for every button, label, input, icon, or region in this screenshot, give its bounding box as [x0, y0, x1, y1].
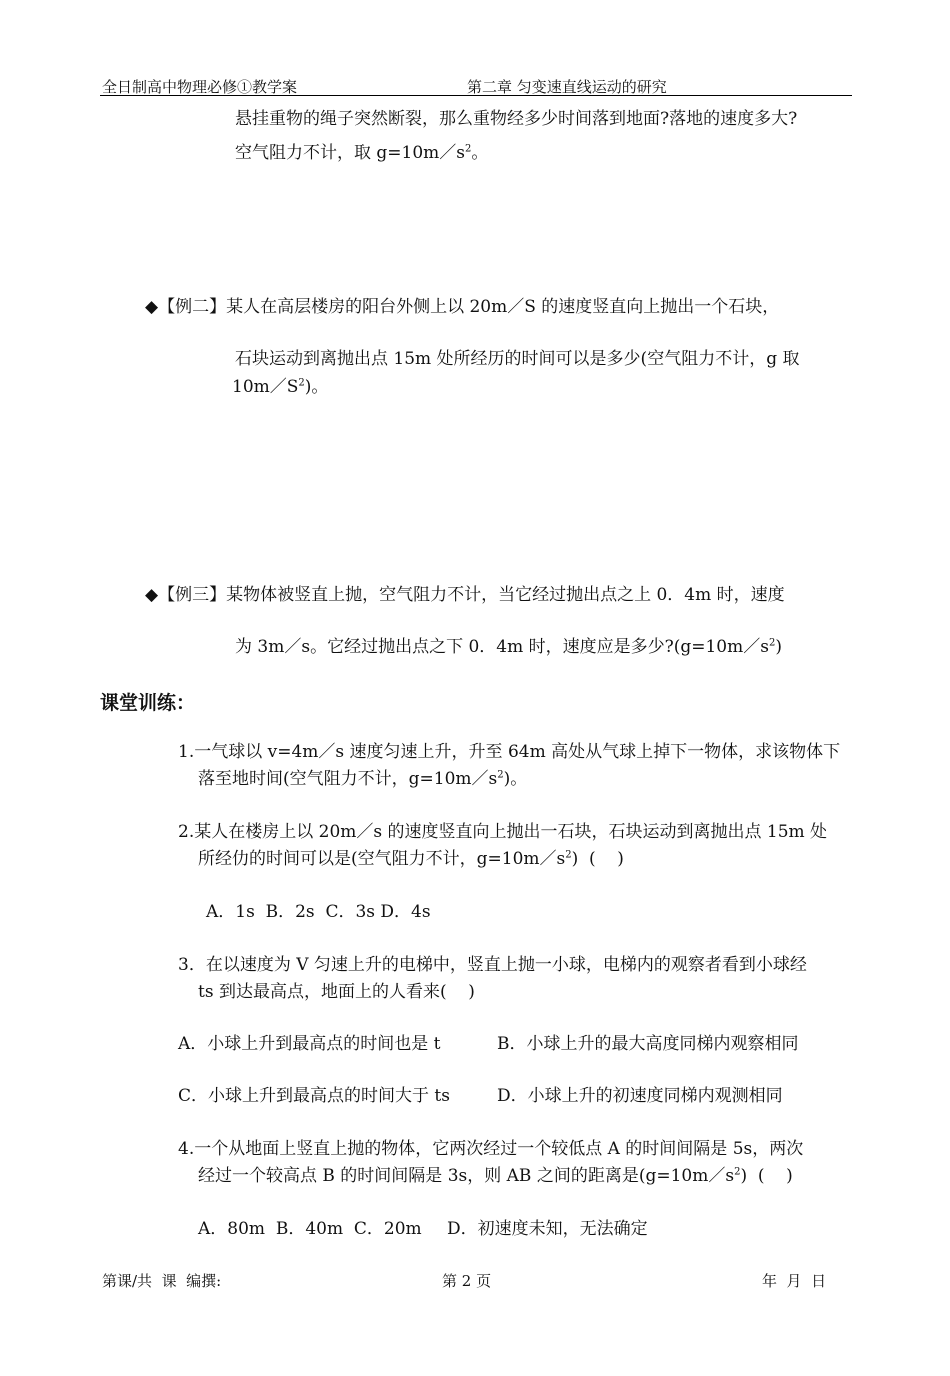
example-3-line-2: 为 3m／s。它经过抛出点之下 0．4m 时，速度应是多少$?(g=10m/s^2)$	[235, 637, 782, 657]
section-title-classroom-training: 课堂训练：	[100, 692, 196, 714]
example-2-label: 【例二】	[158, 297, 227, 317]
question-4-line-1: 4.一个从地面上竖直上抛的物体，它两次经过一个较低点 A 的时间间隔是 5s，两次	[178, 1139, 804, 1159]
diamond-bullet-icon: ◆	[145, 297, 159, 317]
question-1-line-1: 1.一气球以 v=4m／s 速度匀速上升，升至 64m 高处从气球上掉下一物体，求该物体下	[178, 742, 841, 762]
example-2-line-2: 石块运动到离抛出点 15m 处所经历的时间可以是多少(空气阻力不计，g 取	[235, 349, 800, 369]
footer-left: 第课/共 课 编撰:	[102, 1272, 222, 1290]
footer-page-number: 第 2 页	[442, 1272, 492, 1290]
example-2-line-1: ◆【例二】某人在高层楼房的阳台外侧上以 20m／S 的速度竖直向上抛出一个石块，	[145, 297, 780, 317]
intro-line-1: 悬挂重物的绳子突然断裂，那么重物经多少时间落到地面?落地的速度多大?	[235, 109, 798, 129]
intro-line-2: 空气阻力不计，取 $g=10m/s^2$。	[235, 143, 489, 163]
question-2-options: A．1s B．2s C．3s D．4s	[206, 902, 431, 922]
example-3-label: 【例三】	[158, 585, 227, 605]
question-3-option-c: C．小球上升到最高点的时间大于 ts	[178, 1086, 450, 1106]
question-3-line-1: 3．在以速度为 V 匀速上升的电梯中，竖直上抛一小球，电梯内的观察者看到小球经	[178, 955, 807, 975]
question-4-options-abc: A．80m B．40m C．20m	[198, 1219, 422, 1239]
question-1-line-2: 落至地时间(空气阻力不计，$g=10m/s^2$)。	[198, 769, 528, 789]
question-2-line-2: 所经仂的时间可以是(空气阻力不计，$g=10m/s^2$) ( )	[198, 849, 624, 869]
header-chapter-title: 第二章 匀变速直线运动的研究	[467, 78, 667, 96]
footer-date: 年 月 日	[762, 1272, 827, 1290]
example-2-line-3: $10m/S^2$)。	[232, 377, 329, 397]
question-4-option-d: D．初速度未知，无法确定	[447, 1219, 648, 1239]
question-3-option-b: B．小球上升的最大高度同梯内观察相同	[497, 1034, 799, 1054]
question-4-line-2: 经过一个较高点 B 的时间间隔是 3s，则 AB 之间的距离是$(g=10m/s^2)$ ( )	[198, 1166, 793, 1186]
header-divider	[100, 95, 852, 96]
question-3-option-d: D．小球上升的初速度同梯内观测相同	[497, 1086, 783, 1106]
question-2-line-1: 2.某人在楼房上以 20m／s 的速度竖直向上抛出一石块，石块运动到离抛出点 15m 处	[178, 822, 828, 842]
diamond-bullet-icon: ◆	[145, 585, 159, 605]
question-3-line-2: ts 到达最高点，地面上的人看来( )	[198, 982, 475, 1002]
question-3-option-a: A．小球上升到最高点的时间也是 t	[178, 1034, 441, 1054]
header-left-title: 全日制高中物理必修①教学案	[102, 78, 298, 96]
example-3-line-1: ◆【例三】某物体被竖直上抛，空气阻力不计，当它经过抛出点之上 0．4m 时，速度	[145, 585, 785, 605]
